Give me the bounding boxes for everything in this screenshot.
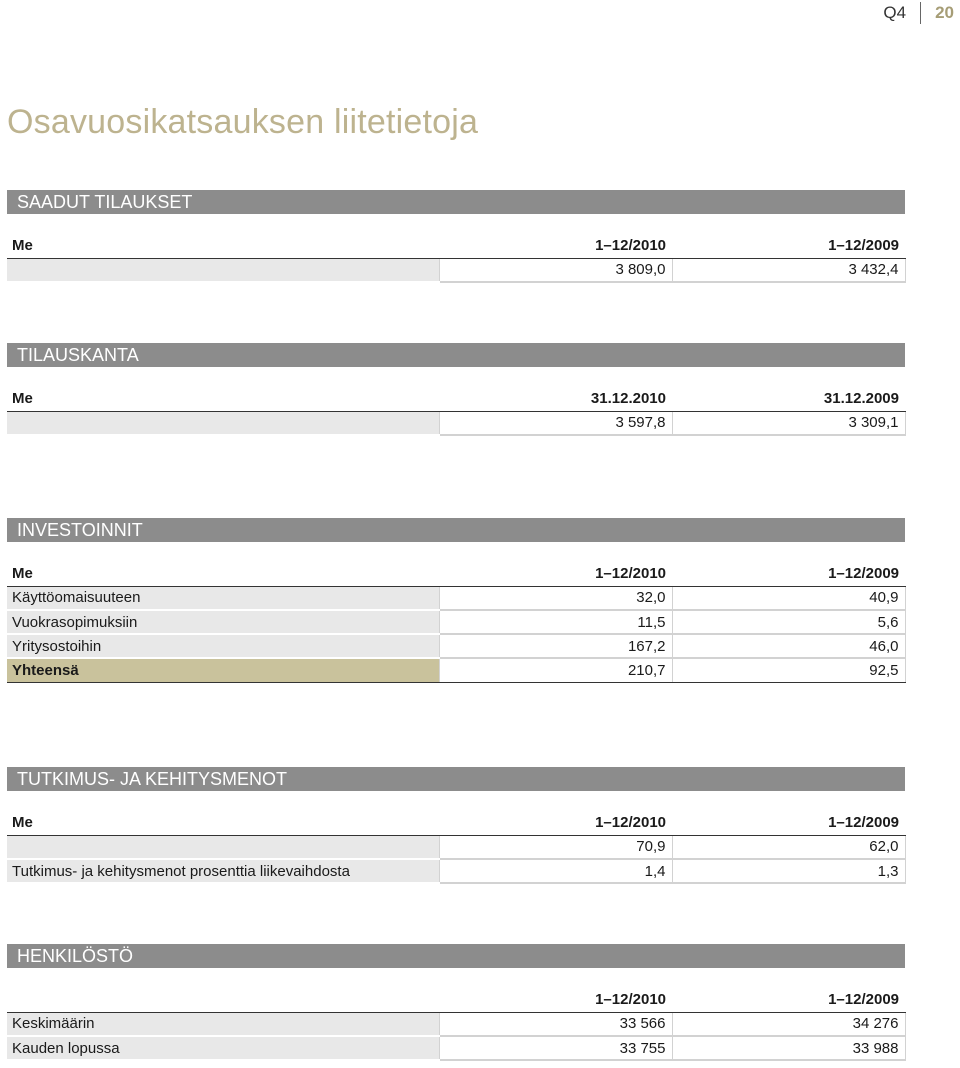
personnel-table [7, 988, 906, 1061]
value-2009: 3 309,1 [672, 411, 905, 435]
unit-header: Me [7, 234, 439, 258]
value-2010: 70,9 [439, 835, 672, 859]
section-henkilosto [7, 944, 905, 1061]
unit-header: Me [7, 387, 439, 411]
page-number: 20 [935, 3, 954, 22]
table-row [7, 634, 905, 658]
value-2009: 3 432,4 [672, 258, 905, 282]
section-tutkimus [7, 767, 905, 884]
unit-header [7, 988, 439, 1012]
table-row [7, 859, 905, 883]
rnd-table [7, 811, 906, 884]
row-label: Käyttöomaisuuteen [7, 586, 439, 610]
value-2009: 34 276 [672, 1012, 905, 1036]
total-label: Yhteensä [7, 658, 439, 682]
table-row [7, 1036, 905, 1060]
value-2009: 46,0 [672, 634, 905, 658]
table-row [7, 835, 905, 859]
value-2010: 3 597,8 [439, 411, 672, 435]
section-title: TILAUSKANTA [7, 343, 905, 367]
period-2010-header: 1–12/2010 [439, 811, 672, 835]
period-2009-header: 1–12/2009 [672, 234, 905, 258]
row-label [7, 411, 439, 435]
row-label: Tutkimus- ja kehitysmenot prosenttia liikevaihdosta [7, 859, 439, 883]
value-2009: 5,6 [672, 610, 905, 634]
page-header [883, 2, 960, 24]
table-row [7, 586, 905, 610]
section-label: Q4 [883, 3, 907, 22]
section-title: INVESTOINNIT [7, 518, 905, 542]
row-label [7, 835, 439, 859]
total-2010: 210,7 [439, 658, 672, 682]
value-2010: 3 809,0 [439, 258, 672, 282]
date-2010-header: 31.12.2010 [439, 387, 672, 411]
row-label: Yritysostoihin [7, 634, 439, 658]
value-2010: 32,0 [439, 586, 672, 610]
row-label: Keskimäärin [7, 1012, 439, 1036]
investments-table [7, 562, 906, 683]
section-investoinnit [7, 518, 905, 683]
row-label [7, 258, 439, 282]
date-2009-header: 31.12.2009 [672, 387, 905, 411]
value-2010: 11,5 [439, 610, 672, 634]
value-2010: 167,2 [439, 634, 672, 658]
value-2010: 33 755 [439, 1036, 672, 1060]
unit-header: Me [7, 562, 439, 586]
table-header-row [7, 387, 905, 411]
value-2010: 1,4 [439, 859, 672, 883]
period-2010-header: 1–12/2010 [439, 988, 672, 1012]
table-row [7, 411, 905, 435]
period-2009-header: 1–12/2009 [672, 562, 905, 586]
section-title: HENKILÖSTÖ [7, 944, 905, 968]
total-2009: 92,5 [672, 658, 905, 682]
row-label: Vuokrasopimuksiin [7, 610, 439, 634]
section-title: TUTKIMUS- JA KEHITYSMENOT [7, 767, 905, 791]
value-2009: 33 988 [672, 1036, 905, 1060]
period-2009-header: 1–12/2009 [672, 988, 905, 1012]
table-row [7, 258, 905, 282]
table-row [7, 610, 905, 634]
period-2009-header: 1–12/2009 [672, 811, 905, 835]
value-2009: 62,0 [672, 835, 905, 859]
section-title: SAADUT TILAUKSET [7, 190, 905, 214]
row-label: Kauden lopussa [7, 1036, 439, 1060]
table-header-row [7, 988, 905, 1012]
page-title: Osavuosikatsauksen liitetietoja [7, 103, 479, 141]
table-header-row [7, 811, 905, 835]
table-header-row [7, 234, 905, 258]
table-row [7, 1012, 905, 1036]
order-backlog-table [7, 387, 906, 436]
period-2010-header: 1–12/2010 [439, 562, 672, 586]
orders-table [7, 234, 906, 283]
value-2009: 40,9 [672, 586, 905, 610]
section-saadut-tilaukset [7, 190, 905, 283]
total-row [7, 658, 905, 682]
period-2010-header: 1–12/2010 [439, 234, 672, 258]
value-2009: 1,3 [672, 859, 905, 883]
table-header-row [7, 562, 905, 586]
unit-header: Me [7, 811, 439, 835]
value-2010: 33 566 [439, 1012, 672, 1036]
section-tilauskanta [7, 343, 905, 436]
